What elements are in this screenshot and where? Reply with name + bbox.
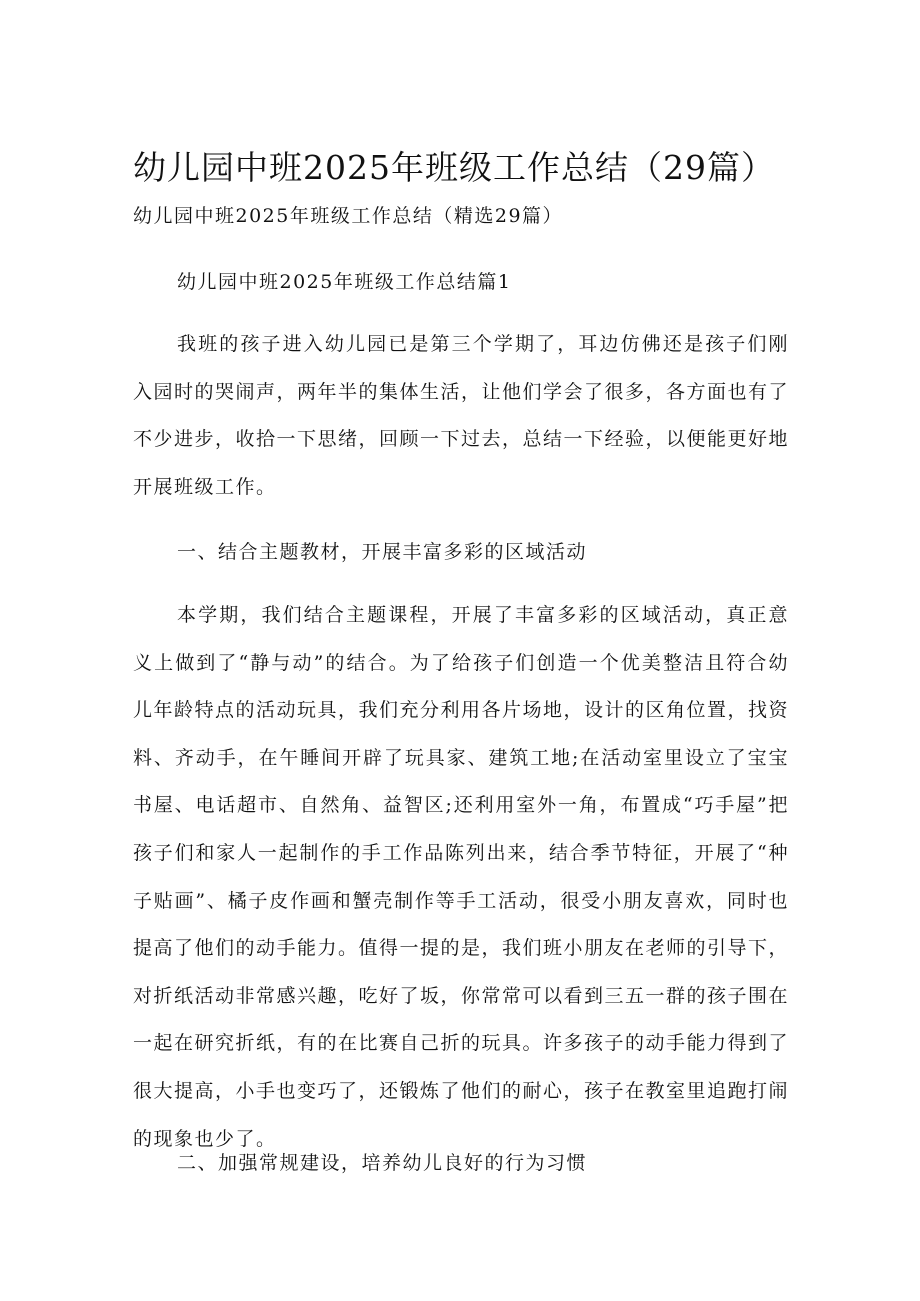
section-1-paragraph: 本学期，我们结合主题课程，开展了丰富多彩的区域活动，真正意义上做到了“静与动”的结合。为了给孩子们创造一个优美整洁且符合幼儿年龄特点的活动玩具，我们充分利用各片场地，设计的区角位置，找资料、齐动手，在午睡间开辟了玩具家、建筑工地;在活动室里设立了宝宝书屋、电话超市、自然角、益智区;还利用室外一角，布置成“巧手屋”把孩子们和家人一起制作的手工作品陈列出来，结合季节特征，开展了“种子贴画”、橘子皮作画和蟹壳制作等手工活动，很受小朋友喜欢，同时也提高了他们的动手能力。值得一提的是，我们班小朋友在老师的引导下，对折纸活动非常感兴趣，吃好了坂，你常常可以看到三五一群的孩子围在一起在研究折纸，有的在比赛自己折的玩具。许多孩子的动手能力得到了很大提高，小手也变巧了，还锻炼了他们的耐心，孩子在教室里追跑打闹的现象也少了。 <box>133 604 790 1150</box>
document-subtitle: 幼儿园中班2025年班级工作总结（精选29篇） <box>133 205 564 227</box>
section-1-heading: 一、结合主题教材，开展丰富多彩的区域活动 <box>177 541 588 563</box>
article-heading: 幼儿园中班2025年班级工作总结篇1 <box>177 271 512 293</box>
document-title: 幼儿园中班2025年班级工作总结（29篇） <box>133 148 775 187</box>
intro-paragraph: 我班的孩子进入幼儿园已是第三个学期了，耳边仿佛还是孩子们刚入园时的哭闹声，两年半的集体生活，让他们学会了很多，各方面也有了不少进步，收拾一下思绪，回顾一下过去，总结一下经验，以便能更好地开展班级工作。 <box>133 333 790 498</box>
section-2-heading: 二、加强常规建设，培养幼儿良好的行为习惯 <box>177 1152 588 1174</box>
